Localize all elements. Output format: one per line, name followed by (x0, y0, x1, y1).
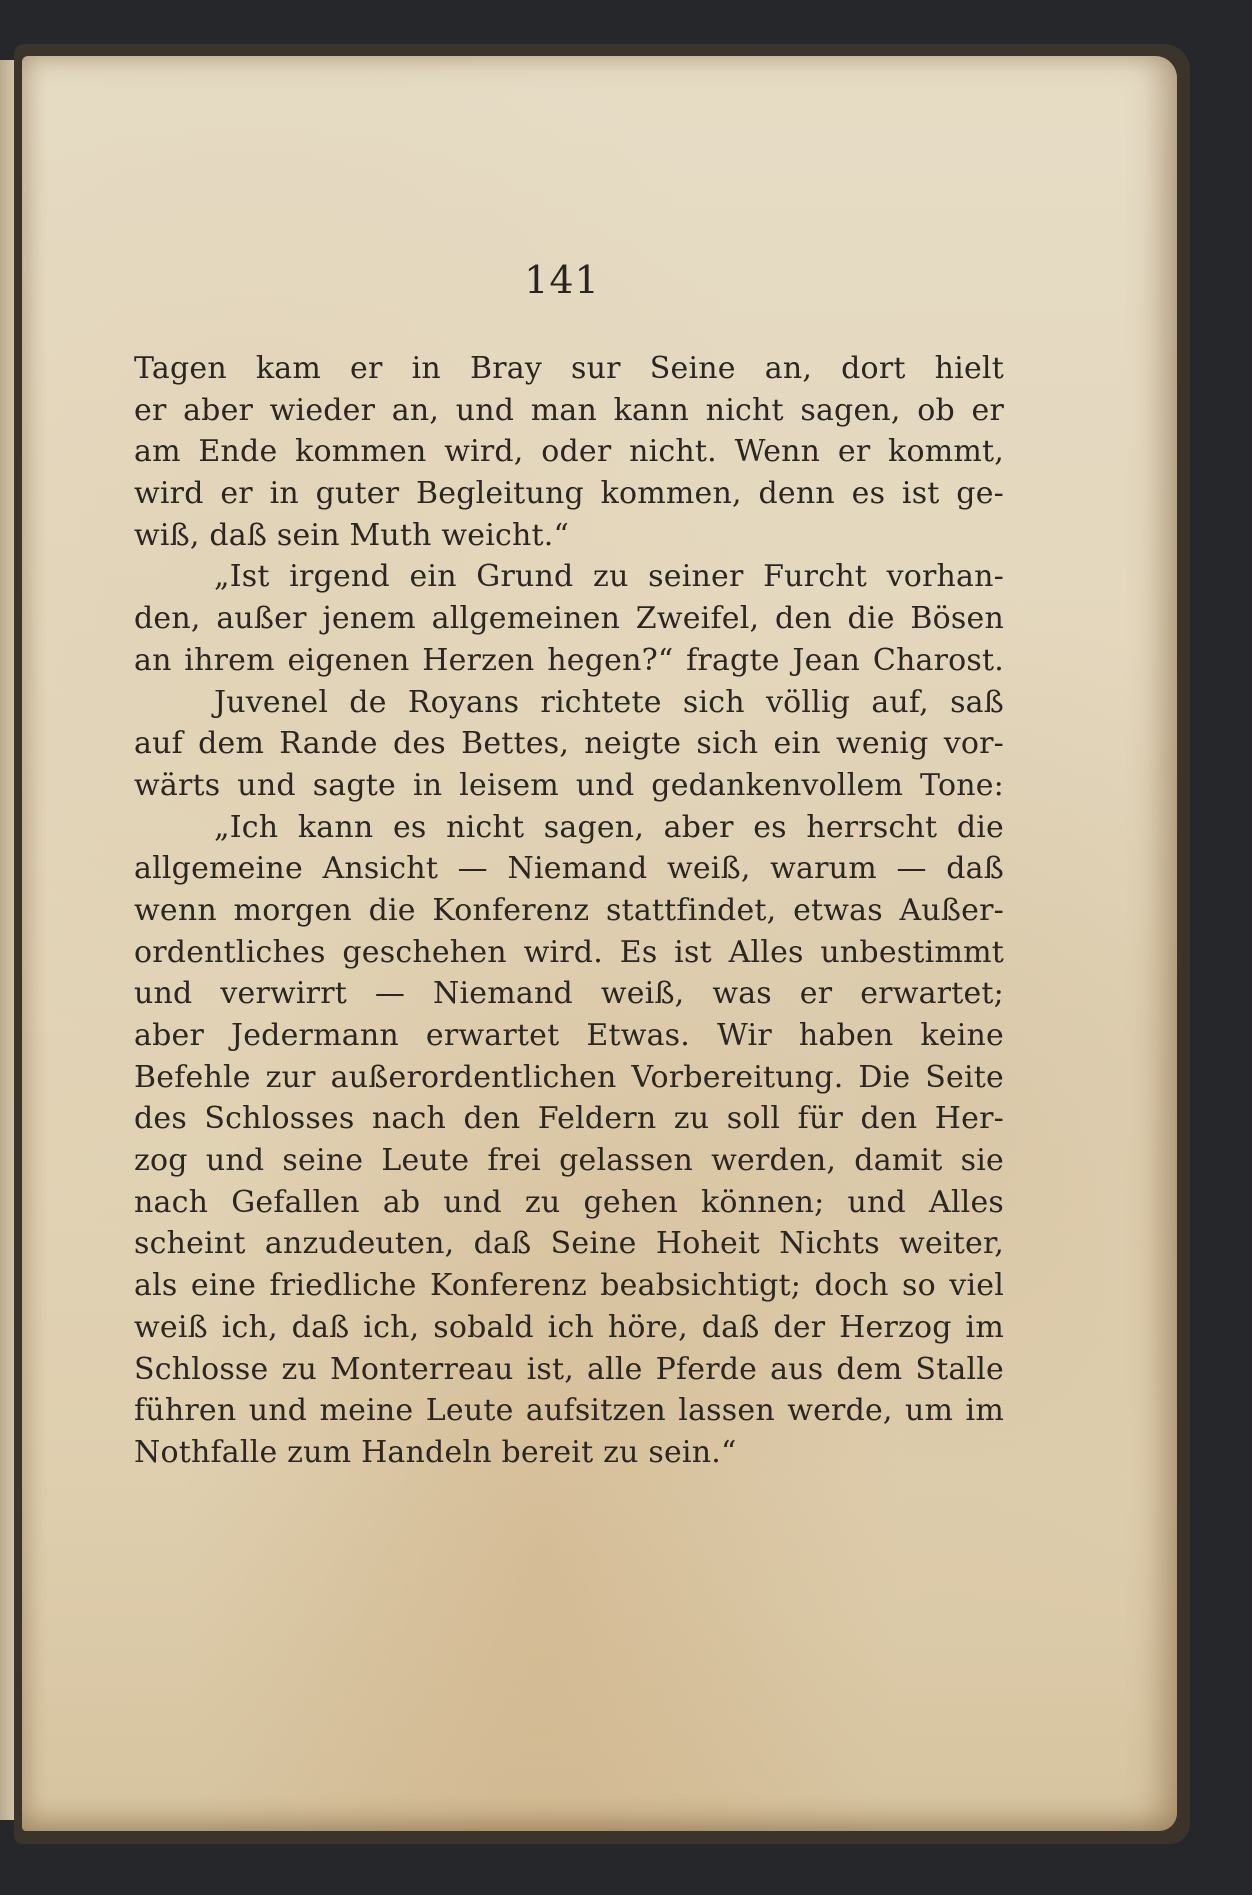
text-line: allgemeine Ansicht — Niemand weiß, warum — daß (134, 851, 1004, 887)
text-line: wärts und sagte in leisem und gedankenvollem Tone: (134, 767, 1004, 803)
text-line: wenn morgen die Konferenz stattfindet, etwas Außer- (134, 892, 1004, 928)
text-line: an ihrem eigenen Herzen hegen?“ fragte Jean Charost. (134, 642, 1004, 678)
text-line: Befehle zur außerordentlichen Vorbereitung. Die Seite (134, 1059, 1004, 1095)
text-line: am Ende kommen wird, oder nicht. Wenn er kommt, (134, 434, 1004, 470)
text-line: den, außer jenem allgemeinen Zweifel, den die Bösen (134, 601, 1004, 637)
text-line: wiß, daß sein Muth weicht.“ (134, 517, 570, 553)
text-line: „Ich kann es nicht sagen, aber es herrscht die (214, 809, 1004, 845)
text-line: wird er in guter Begleitung kommen, denn es ist ge- (134, 476, 1004, 512)
text-line: scheint anzudeuten, daß Seine Hoheit Nichts weiter, (134, 1226, 1004, 1262)
page-number: 141 (524, 258, 600, 302)
body-text (134, 348, 1004, 1474)
text-line: führen und meine Leute aufsitzen lassen werde, um im (134, 1393, 1004, 1429)
text-line: des Schlosses nach den Feldern zu soll für den Her- (134, 1101, 1004, 1137)
text-line: nach Gefallen ab und zu gehen können; und Alles (134, 1184, 1004, 1220)
text-line: Tagen kam er in Bray sur Seine an, dort hielt (134, 351, 1004, 386)
text-line: Schlosse zu Monterreau ist, alle Pferde aus dem Stalle (134, 1351, 1004, 1387)
text-line: zog und seine Leute frei gelassen werden, damit sie (134, 1143, 1004, 1179)
text-line: als eine friedliche Konferenz beabsichtigt; doch so viel (134, 1268, 1004, 1304)
book-page (22, 56, 1177, 1831)
text-line: aber Jedermann erwartet Etwas. Wir haben keine (134, 1018, 1004, 1053)
text-line: und verwirrt — Niemand weiß, was er erwartet; (134, 976, 1004, 1012)
text-line: er aber wieder an, und man kann nicht sagen, ob er (134, 392, 1004, 428)
text-line: weiß ich, daß ich, sobald ich höre, daß der Herzog im (134, 1309, 1004, 1345)
text-line: ordentliches geschehen wird. Es ist Alles unbestimmt (134, 934, 1004, 970)
text-line: Juvenel de Royans richtete sich völlig auf, saß (214, 684, 1004, 720)
text-line: „Ist irgend ein Grund zu seiner Furcht vorhan- (214, 559, 1004, 595)
text-line: auf dem Rande des Bettes, neigte sich ein wenig vor- (134, 726, 1004, 762)
text-line: Nothfalle zum Handeln bereit zu sein.“ (134, 1434, 737, 1470)
